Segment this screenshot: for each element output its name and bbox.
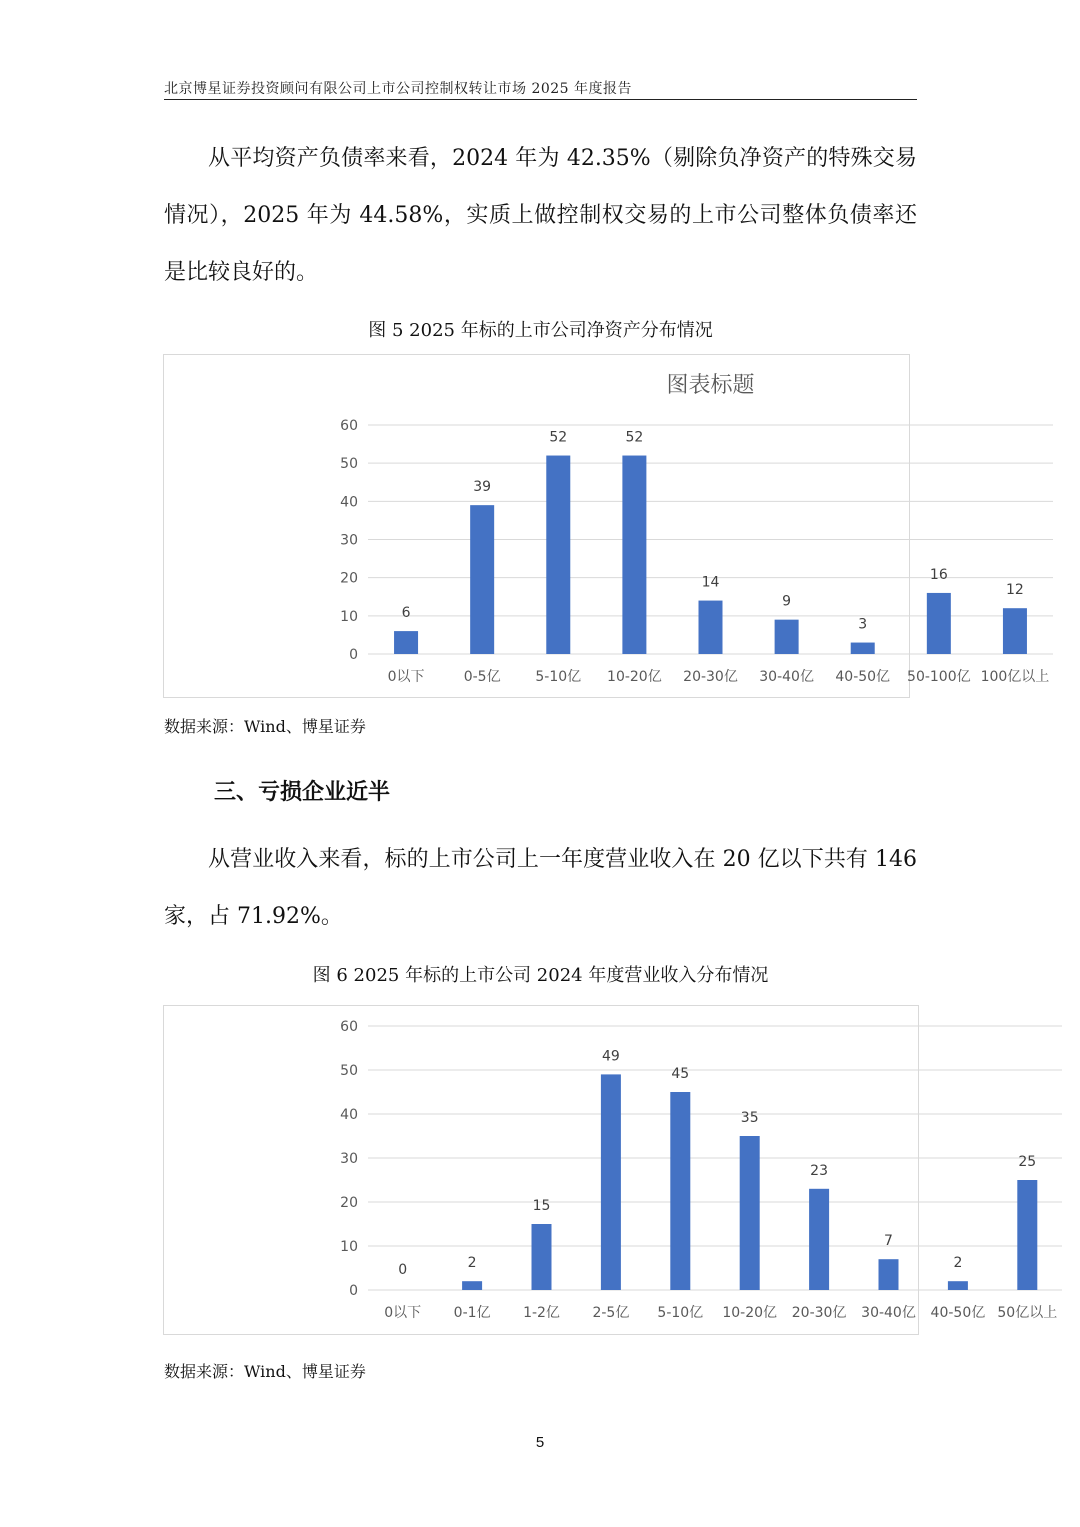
y-tick-label: 60 (340, 418, 358, 434)
revenue-chart (163, 1005, 1058, 1335)
y-tick-label: 10 (340, 1239, 358, 1255)
y-tick-label: 40 (340, 494, 358, 511)
bar-1-0 (394, 631, 418, 654)
bar-2-5 (740, 1136, 760, 1290)
x-tick-label: 5-10亿 (535, 669, 582, 685)
y-tick-label: 50 (340, 1063, 358, 1079)
x-tick-label: 40-50亿 (930, 1305, 986, 1321)
y-tick-label: 60 (340, 1019, 358, 1035)
y-tick-label: 0 (349, 1283, 358, 1299)
x-tick-label: 5-10亿 (657, 1305, 704, 1321)
page-number: 5 (535, 1434, 545, 1451)
x-tick-label: 10-20亿 (607, 669, 662, 685)
figure5-caption: 图 5 2025 年标的上市公司净资产分布情况 (368, 320, 713, 341)
x-tick-label: 20-30亿 (683, 669, 738, 685)
x-tick-label: 50亿以上 (997, 1305, 1058, 1321)
bar-2-2 (532, 1224, 552, 1290)
x-tick-label: 0以下 (384, 1305, 422, 1321)
data-label: 2 (467, 1255, 477, 1272)
data-label: 35 (740, 1110, 759, 1126)
x-tick-label: 20-30亿 (791, 1305, 847, 1321)
x-tick-label: 100亿以上 (980, 669, 1050, 685)
bar-1-6 (851, 643, 875, 654)
x-tick-label: 40-50亿 (835, 669, 891, 685)
paragraph-revenue: 从营业收入来看，标的上市公司上一年度营业收入在 20 亿以下共有 146 家，占 71.92%。 (164, 847, 917, 929)
bar-1-5 (775, 620, 799, 654)
bar-1-8 (1003, 608, 1027, 654)
bar-2-8 (948, 1281, 968, 1290)
y-tick-label: 30 (340, 1151, 358, 1167)
net-assets-chart-svg (164, 355, 1050, 699)
data-label: 16 (929, 566, 948, 583)
paragraph-debt-ratio: 从平均资产负债率来看，2024 年为 42.35%（剔除负净资产的特殊交易情况），2025 年为 44.58%，实质上做控制权交易的上市公司整体负债率还是比较良好的。 (164, 146, 917, 285)
bar-2-3 (601, 1074, 621, 1290)
y-tick-label: 40 (340, 1107, 358, 1123)
bar-1-3 (622, 456, 646, 654)
data-label: 3 (858, 616, 868, 633)
data-label: 6 (401, 605, 411, 622)
figure6-source: 数据来源：Wind、博星证券 (164, 1362, 366, 1381)
y-tick-label: 30 (340, 532, 358, 549)
y-tick-label: 10 (340, 608, 358, 625)
bar-1-7 (927, 593, 951, 654)
x-tick-label: 30-40亿 (861, 1305, 916, 1321)
x-tick-label: 0以下 (387, 669, 425, 685)
x-tick-label: 2-5亿 (592, 1305, 630, 1321)
y-tick-label: 20 (340, 570, 358, 587)
bar-1-2 (546, 456, 570, 654)
chart-title: 图表标题 (666, 373, 755, 398)
y-tick-label: 0 (349, 647, 358, 663)
data-label: 7 (884, 1233, 893, 1250)
data-label: 23 (810, 1162, 829, 1179)
x-tick-label: 50-100亿 (907, 669, 971, 685)
section-heading: 三、亏损企业近半 (214, 779, 391, 805)
bar-2-9 (1017, 1180, 1037, 1290)
y-tick-label: 50 (340, 456, 358, 473)
data-label: 25 (1018, 1154, 1037, 1170)
data-label: 49 (601, 1048, 620, 1065)
data-label: 39 (473, 479, 492, 496)
x-tick-label: 30-40亿 (759, 669, 814, 685)
data-label: 45 (671, 1066, 690, 1082)
figure5-source: 数据来源：Wind、博星证券 (164, 717, 366, 736)
revenue-chart-svg (164, 1006, 1058, 1336)
data-label: 52 (549, 429, 568, 446)
bar-2-4 (670, 1092, 690, 1290)
figure6-caption: 图 6 2025 年标的上市公司 2024 年度营业收入分布情况 (312, 965, 769, 986)
data-label: 15 (532, 1198, 551, 1214)
x-tick-label: 1-2亿 (523, 1305, 560, 1321)
x-tick-label: 10-20亿 (722, 1305, 778, 1321)
bar-2-7 (879, 1259, 899, 1290)
bar-2-6 (809, 1189, 829, 1290)
y-tick-label: 20 (340, 1195, 358, 1211)
header-rule (164, 99, 917, 100)
data-label: 52 (625, 429, 644, 446)
data-label: 14 (701, 574, 720, 591)
data-label: 2 (953, 1255, 963, 1272)
page-header: 北京博星证券投资顾问有限公司上市公司控制权转让市场 2025 年度报告 (164, 81, 633, 97)
x-tick-label: 0-5亿 (463, 669, 501, 685)
net-assets-chart (163, 354, 1050, 698)
bar-1-4 (699, 601, 723, 654)
data-label: 0 (398, 1262, 408, 1278)
bar-1-1 (470, 505, 494, 654)
data-label: 9 (782, 593, 792, 610)
x-tick-label: 0-1亿 (453, 1305, 491, 1321)
bar-2-1 (462, 1281, 482, 1290)
data-label: 12 (1006, 582, 1024, 599)
